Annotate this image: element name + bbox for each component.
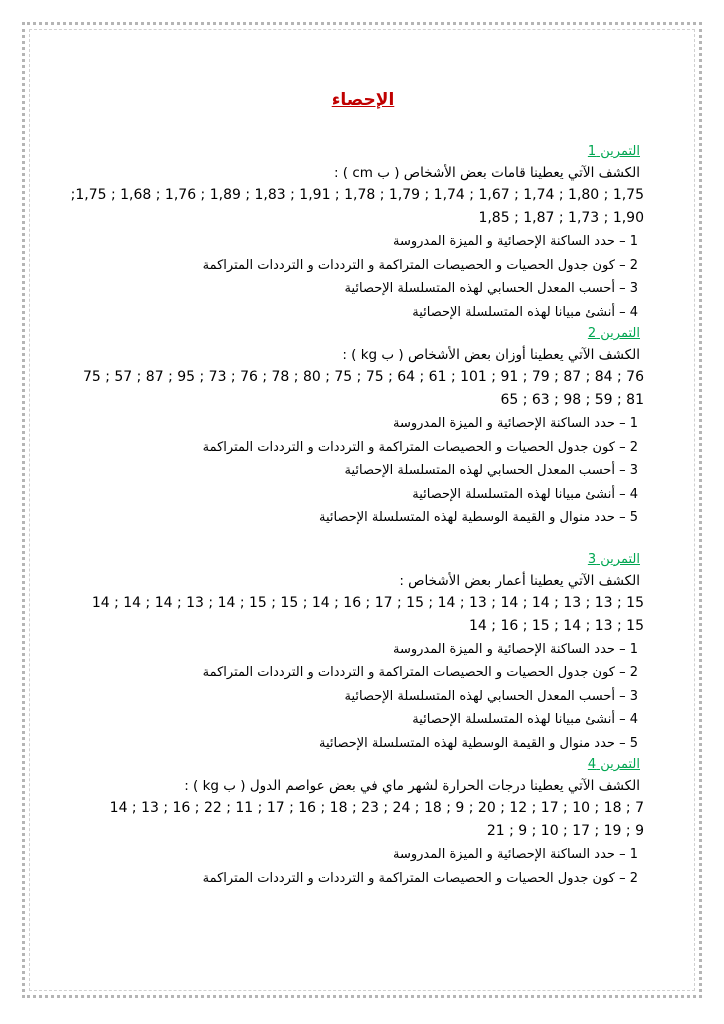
exercise-heading: التمرين 3 <box>587 551 640 567</box>
task-item: 1 – حدد الساكنة الإحصائية و الميزة المدروسة <box>393 416 638 431</box>
task-item: 5 – حدد منوال و القيمة الوسطية لهذه المتسلسلة الإحصائية <box>318 510 638 525</box>
task-item: 4 – أنشئ مبيانا لهذه المتسلسلة الإحصائية <box>412 486 638 502</box>
exercise-heading: التمرين 4 <box>587 757 640 772</box>
document-page <box>70 88 644 890</box>
data-line: 75 ; 57 ; 87 ; 95 ; 73 ; 76 ; 78 ; 80 ; 75 ; 75 ; 64 ; 61 ; 101 ; 91 ; 79 ; 87 ; 84 ; 76 <box>82 369 644 385</box>
exercise-1 <box>70 142 644 324</box>
data-line: 14 ; 16 ; 15 ; 14 ; 13 ; 15 <box>469 617 644 634</box>
task-item: 5 – حدد منوال و القيمة الوسطية لهذه المتسلسلة الإحصائية <box>318 735 638 751</box>
exercise-heading: التمرين 2 <box>587 326 640 341</box>
data-line: ;1,75 ; 1,68 ; 1,76 ; 1,89 ; 1,83 ; 1,91 ; 1,78 ; 1,79 ; 1,74 ; 1,67 ; 1,74 ; 1,80 ; 1,75 <box>70 187 644 203</box>
exercise-intro: الكشف الآتي يعطينا قامات بعض الأشخاص ( ب cm ) : <box>333 165 640 181</box>
task-item: 4 – أنشئ مبيانا لهذه المتسلسلة الإحصائية <box>412 712 638 727</box>
exercise-3 <box>86 550 644 756</box>
exercise-heading: التمرين 1 <box>587 144 640 159</box>
exercise-2 <box>82 324 644 530</box>
task-item: 1 – حدد الساكنة الإحصائية و الميزة المدروسة <box>393 234 638 249</box>
task-item: 2 – كون جدول الحصيات و الحصيصات المتراكمة و الترددات و الترددات المتراكمة <box>202 257 638 273</box>
task-item: 2 – كون جدول الحصيات و الحصيصات المتراكمة و الترددات و الترددات المتراكمة <box>202 439 638 455</box>
data-line: 1,85 ; 1,87 ; 1,73 ; 1,90 <box>478 210 644 226</box>
document-title: الإحصاء <box>331 90 395 110</box>
exercise-intro: الكشف الآتي يعطينا درجات الحرارة لشهر ماي في بعض عواصم الدول ( ب kg ) : <box>184 778 640 794</box>
task-item: 1 – حدد الساكنة الإحصائية و الميزة المدروسة <box>393 847 638 862</box>
data-line: 14 ; 14 ; 14 ; 13 ; 14 ; 15 ; 15 ; 14 ; 16 ; 17 ; 15 ; 14 ; 13 ; 14 ; 14 ; 13 ; 13 ; 15 <box>91 594 644 611</box>
task-item: 2 – كون جدول الحصيات و الحصيصات المتراكمة و الترددات و الترددات المتراكمة <box>202 870 638 886</box>
task-item: 2 – كون جدول الحصيات و الحصيصات المتراكمة و الترددات و الترددات المتراكمة <box>202 665 638 680</box>
exercise-intro: الكشف الآتي يعطينا أعمار بعض الأشخاص : <box>399 572 640 589</box>
data-line: 65 ; 63 ; 98 ; 59 ; 81 <box>500 392 644 408</box>
exercise-intro: الكشف الآتي يعطينا أوزان بعض الأشخاص ( ب kg ) : <box>342 347 640 363</box>
section-spacer <box>86 530 640 550</box>
data-line: 21 ; 9 ; 10 ; 17 ; 19 ; 9 <box>486 823 644 839</box>
task-item: 3 – أحسب المعدل الحسابي لهذه المتسلسلة الإحصائية <box>344 463 638 478</box>
task-item: 1 – حدد الساكنة الإحصائية و الميزة المدروسة <box>393 641 638 657</box>
task-item: 3 – أحسب المعدل الحسابي لهذه المتسلسلة الإحصائية <box>344 688 638 704</box>
task-item: 3 – أحسب المعدل الحسابي لهذه المتسلسلة الإحصائية <box>344 281 638 296</box>
task-item: 4 – أنشئ مبيانا لهذه المتسلسلة الإحصائية <box>412 304 638 320</box>
data-line: 14 ; 13 ; 16 ; 22 ; 11 ; 17 ; 16 ; 18 ; 23 ; 24 ; 18 ; 9 ; 20 ; 12 ; 17 ; 10 ; 18 ; 7 <box>109 800 644 816</box>
exercise-4 <box>86 755 644 890</box>
